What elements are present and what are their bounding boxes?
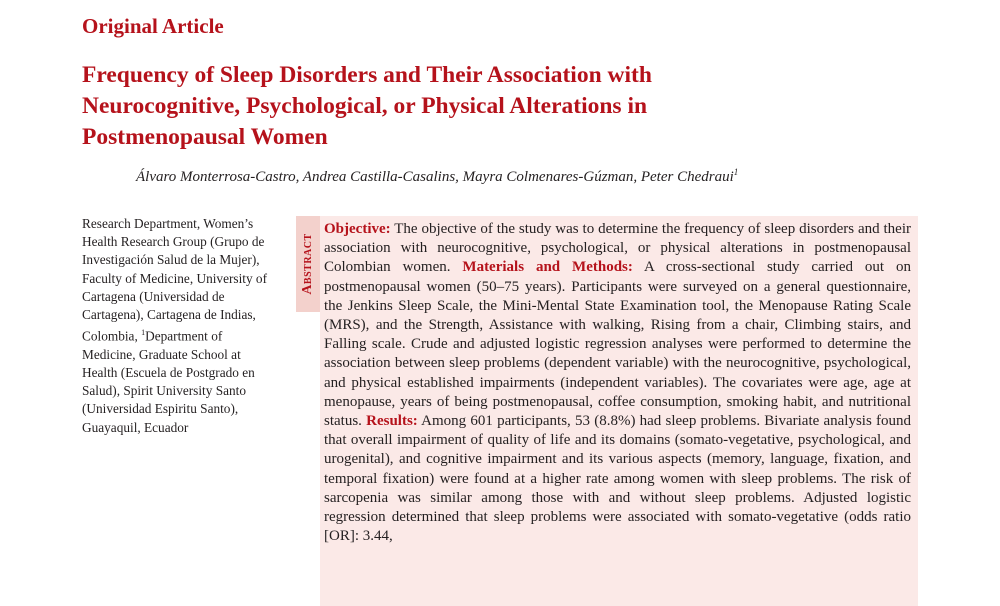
affiliation-part-2: Department of Medicine, Graduate School at Health (Escuela de Postgrado en Salud), Spirit University Santo (Universidad Espiritu Santo), Guayaquil, Ecuador bbox=[82, 328, 255, 435]
methods-heading: Materials and Methods: bbox=[462, 259, 633, 276]
section-label: Original Article bbox=[82, 14, 224, 38]
author-names: Álvaro Monterrosa-Castro, Andrea Castilla-Casalins, Mayra Colmenares-Gúzman, Peter Chedraui bbox=[136, 169, 734, 185]
affiliation-part-1: Research Department, Women’s Health Research Group (Grupo de Investigación Salud de la Mujer), Faculty of Medicine, University of Cartagena (Universidad de Cartagena), Cartagena de Indias, Colombia, bbox=[82, 216, 268, 344]
results-heading: Results: bbox=[366, 413, 418, 430]
abstract-tab-label: Abstract bbox=[300, 233, 315, 295]
article-title: Frequency of Sleep Disorders and Their Association with Neurocognitive, Psychological, or Physical Alterations in Postmenopausal Women bbox=[82, 62, 652, 150]
objective-heading: Objective: bbox=[324, 221, 391, 237]
results-text: Among 601 participants, 53 (8.8%) had sleep problems. Bivariate analysis found that overall impairment of quality of life and its domains (somato-vegetative, psychological, and urogenital), and cognitive impairment and its various aspects (memory, language, fixation, and temporal fixation) were found at a higher rate among women with sleep problems. The risk of sarcopenia was similar among those with and without sleep problems. Adjusted logistic regression determined that sleep problems were associated with somato-vegetative (odds ratio [OR]: 3.44, bbox=[324, 413, 911, 545]
affiliation bbox=[82, 215, 272, 437]
affiliation-marker: 1 bbox=[141, 328, 146, 338]
methods-text: A cross-sectional study carried out on postmenopausal women (50–75 years). Participants were surveyed on a general questionnaire, the Jenkins Sleep Scale, the Mini-Mental State Examination tool, the Menopause Rating Scale (MRS), and the Strength, Assistance with walking, Rising from a chair, Climbing stairs, and Falling scale. Crude and adjusted logistic regression analyses were performed to determine the association between sleep problems (dependent variable) with the neurocognitive, psychological, and physical established impairments (independent variables). The covariates were age, age at menopause, years of being postmenopausal, coffee consumption, smoking habit, and nutritional status. bbox=[324, 259, 911, 430]
objective-text: The objective of the study was to determine the frequency of sleep disorders and their association with neurocognitive, psychological, or physical alterations in postmenopausal Colombian women. bbox=[324, 221, 911, 276]
author-list bbox=[136, 167, 966, 186]
abstract-text bbox=[324, 220, 911, 546]
abstract-tab bbox=[296, 216, 320, 312]
author-affiliation-marker: 1 bbox=[733, 167, 739, 177]
